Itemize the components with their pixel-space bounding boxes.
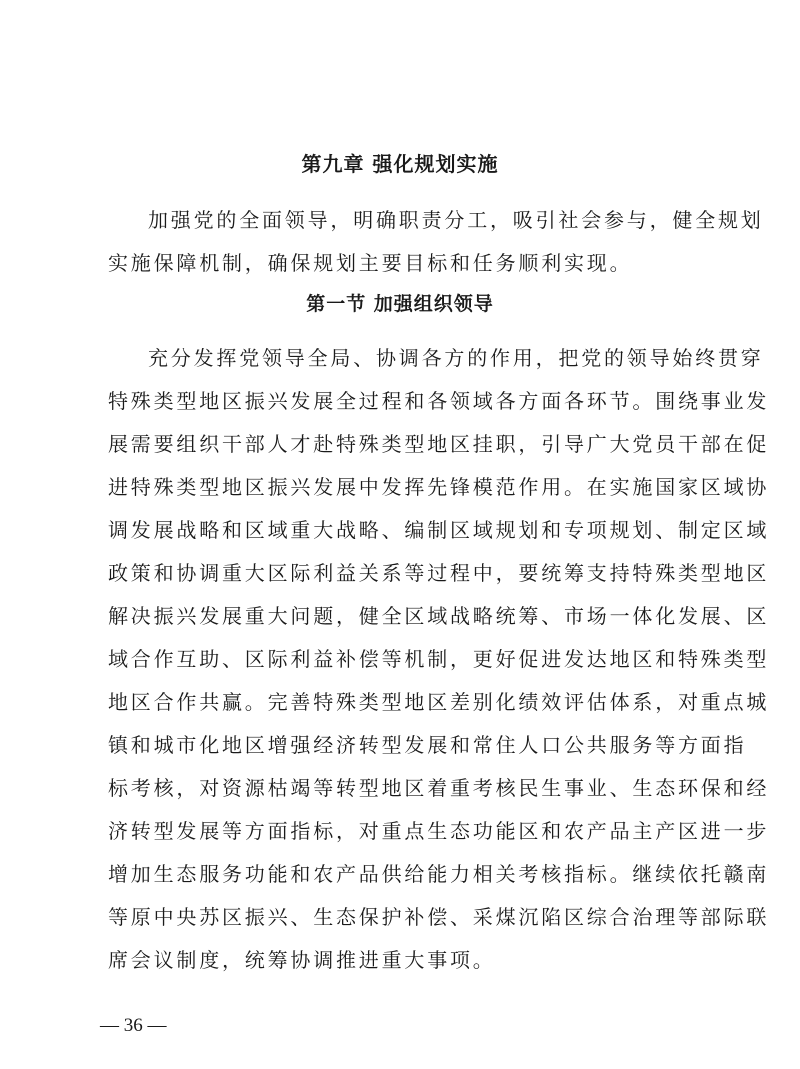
body-line-text: 解决振兴发展重大问题，健全区域战略统筹、市场一体化发展、区 bbox=[108, 604, 770, 628]
body-line bbox=[0, 472, 800, 502]
body-line bbox=[0, 386, 800, 416]
body-line-text: 标考核，对资源枯竭等转型地区着重考核民生事业、生态环保和经 bbox=[108, 776, 770, 800]
body-line bbox=[0, 816, 800, 846]
body-line bbox=[0, 773, 800, 803]
body-line-text: 镇和城市化地区增强经济转型发展和常住人口公共服务等方面指 bbox=[108, 733, 747, 757]
body-line bbox=[0, 515, 800, 545]
body-line-text: 充分发挥党领导全局、协调各方的作用，把党的领导始终贯穿 bbox=[148, 346, 764, 370]
body-line-text: 地区合作共赢。完善特殊类型地区差别化绩效评估体系，对重点城 bbox=[108, 690, 770, 714]
body-line bbox=[0, 687, 800, 717]
body-line-text: 席会议制度，统筹协调推进重大事项。 bbox=[108, 948, 496, 972]
body-line bbox=[0, 644, 800, 674]
body-line bbox=[0, 730, 800, 760]
intro-line bbox=[0, 248, 800, 278]
body-line-text: 增加生态服务功能和农产品供给能力相关考核指标。继续依托赣南 bbox=[108, 862, 770, 886]
body-line-text: 等原中央苏区振兴、生态保护补偿、采煤沉陷区综合治理等部际联 bbox=[108, 905, 770, 929]
body-line bbox=[0, 601, 800, 631]
body-line-text: 进特殊类型地区振兴发展中发挥先锋模范作用。在实施国家区域协 bbox=[108, 475, 770, 499]
body-line-text: 特殊类型地区振兴发展全过程和各领域各方面各环节。围绕事业发 bbox=[108, 389, 770, 413]
body-line-text: 济转型发展等方面指标，对重点生态功能区和农产品主产区进一步 bbox=[108, 819, 770, 843]
body-line bbox=[0, 558, 800, 588]
body-line bbox=[0, 859, 800, 889]
body-line-text: 展需要组织干部人才赴特殊类型地区挂职，引导广大党员干部在促 bbox=[108, 432, 770, 456]
body-line-text: 调发展战略和区域重大战略、编制区域规划和专项规划、制定区域 bbox=[108, 518, 770, 542]
body-line bbox=[0, 945, 800, 975]
body-line bbox=[0, 429, 800, 459]
section-title: 第一节 加强组织领导 bbox=[306, 293, 494, 315]
body-line-text: 域合作互助、区际利益补偿等机制，更好促进发达地区和特殊类型 bbox=[108, 647, 770, 671]
page-number: — 36 — bbox=[100, 1015, 167, 1036]
chapter-title: 第九章 强化规划实施 bbox=[301, 152, 499, 176]
body-line bbox=[0, 902, 800, 932]
intro-line bbox=[0, 205, 800, 235]
intro-line-text: 加强党的全面领导，明确职责分工，吸引社会参与，健全规划 bbox=[148, 208, 764, 232]
body-line bbox=[0, 343, 800, 373]
intro-line-text: 实施保障机制，确保规划主要目标和任务顺利实现。 bbox=[108, 251, 633, 275]
body-line-text: 政策和协调重大区际利益关系等过程中，要统筹支持特殊类型地区 bbox=[108, 561, 770, 585]
